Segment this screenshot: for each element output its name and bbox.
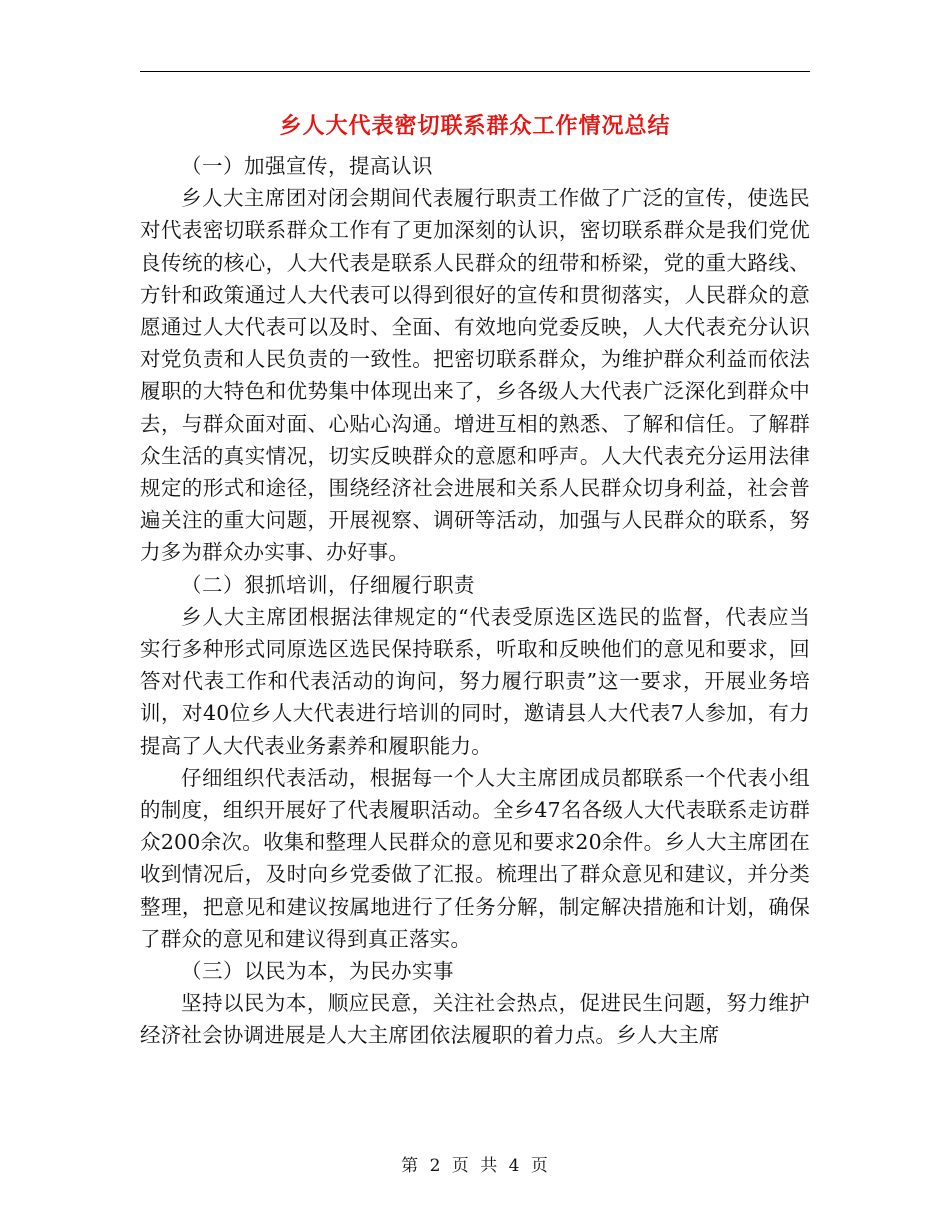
header-rule	[140, 71, 810, 72]
footer-page-word: 页	[451, 1156, 470, 1176]
body-paragraph-3: 仔细组织代表活动，根据每一个人大主席团成员都联系一个代表小组的制度，组织开展好了代表履职活动。全乡47名各级人大代表联系走访群众200余次。收集和整理人民群众的意见和要求20余件。乡人大主席团在收到情况后，及时向乡党委做了汇报。梳理出了群众意见和建议，并分类整理，把意见和建议按属地进行了任务分解，制定解决措施和计划，确保了群众的意见和建议得到真正落实。	[140, 765, 810, 951]
footer-current-page: 2	[429, 1156, 442, 1176]
footer-suffix: 页	[530, 1156, 549, 1176]
footer-prefix: 第	[401, 1156, 420, 1176]
footer-total-pages: 4	[508, 1156, 521, 1176]
body-paragraph-4: 坚持以民为本，顺应民意，关注社会热点，促进民生问题，努力维护经济社会协调进展是人大主席团依法履职的着力点。乡人大主席	[140, 991, 810, 1048]
body-paragraph-1: 乡人大主席团对闭会期间代表履行职责工作做了广泛的宣传，使选民对代表密切联系群众工作有了更加深刻的认识，密切联系群众是我们党优良传统的核心，人大代表是联系人民群众的纽带和桥梁，党的重大路线、方针和政策通过人大代表可以得到很好的宣传和贯彻落实，人民群众的意愿通过人大代表可以及时、全面、有效地向党委反映，人大代表充分认识对党负责和人民负责的一致性。把密切联系群众，为维护群众利益而依法履职的大特色和优势集中体现出来了，乡各级人大代表广泛深化到群众中去，与群众面对面、心贴心沟通。增进互相的熟悉、了解和信任。了解群众生活的真实情况，切实反映群众的意愿和呼声。人大代表充分运用法律规定的形式和途径，围绕经济社会进展和关系人民群众切身利益，社会普遍关注的重大问题，开展视察、调研等活动，加强与人民群众的联系，努力多为群众办实事、办好事。	[140, 186, 810, 565]
document-title: 乡人大代表密切联系群众工作情况总结	[279, 114, 671, 139]
body-paragraph-2: 乡人大主席团根据法律规定的“代表受原选区选民的监督，代表应当实行多种形式同原选区选民保持联系，听取和反映他们的意见和要求，回答对代表工作和代表活动的询问，努力履行职责”这一要求，开展业务培训，对40位乡人大代表进行培训的同时，邀请县人大代表7人参加，有力提高了人大代表业务素养和履职能力。	[140, 604, 810, 758]
page-number-footer	[0, 1154, 950, 1178]
section-heading-2: （二）狠抓培训，仔细履行职责	[181, 572, 475, 597]
section-heading-1: （一）加强宣传，提高认识	[181, 154, 433, 178]
document-body	[140, 150, 810, 1052]
footer-total-word: 共	[480, 1156, 499, 1176]
section-heading-3: （三）以民为本，为民办实事	[181, 959, 454, 984]
